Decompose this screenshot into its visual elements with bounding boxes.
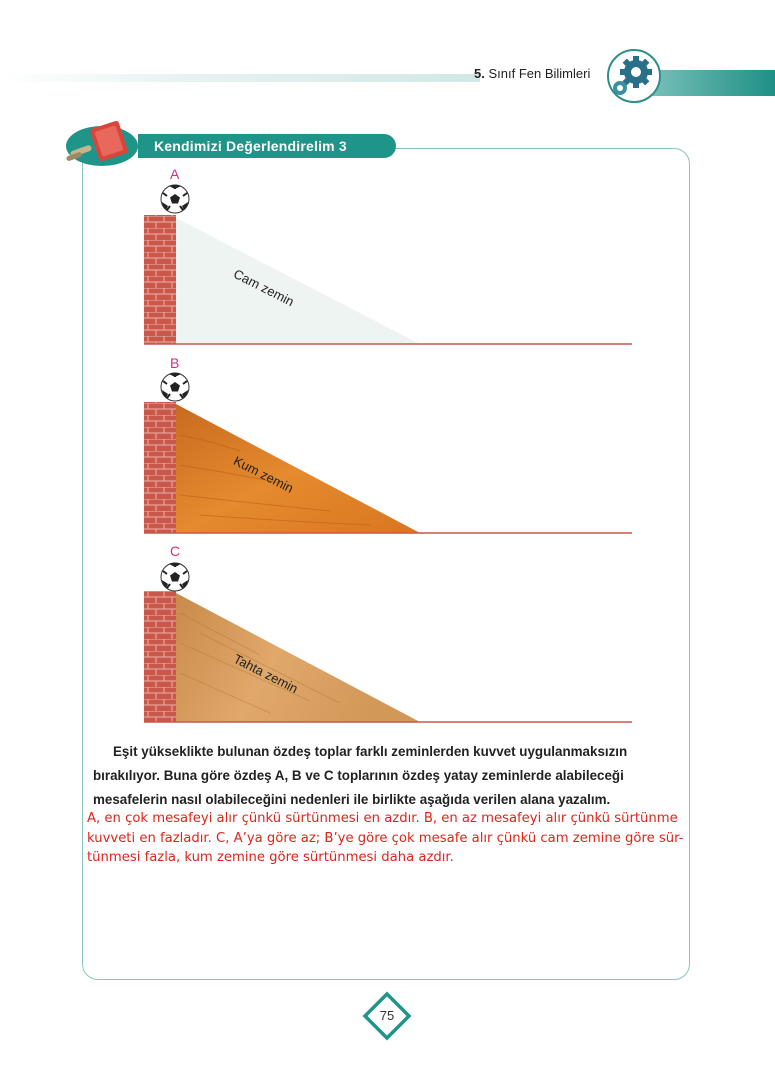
- scene-a: [140, 168, 635, 348]
- book-icon: [60, 118, 140, 168]
- section-title: Kendimizi Değerlendirelim 3: [138, 134, 396, 158]
- page-number: 75: [379, 1008, 395, 1023]
- ball-label-c: C: [170, 543, 181, 559]
- gears-icon: [606, 48, 662, 104]
- page-header-title: [474, 66, 590, 81]
- brick-wall: [144, 402, 176, 533]
- header-bar: [0, 74, 480, 82]
- ball-label-b: B: [170, 355, 180, 371]
- subject-name: Sınıf Fen Bilimleri: [488, 66, 591, 81]
- soccer-ball-icon: [161, 563, 189, 591]
- ground-label-b: Kum zemin: [231, 453, 296, 496]
- sand-ramp: [176, 404, 420, 533]
- question-text: [93, 740, 673, 812]
- soccer-ball-icon: [161, 185, 189, 213]
- brick-wall: [144, 215, 176, 344]
- ball-label-a: A: [170, 166, 180, 182]
- answer-line: tünmesi fazla, kum zemine göre sürtünmesi daha azdır.: [87, 850, 454, 865]
- question-line: Eşit yükseklikte bulunan özdeş toplar farklı zeminlerden kuvvet uygulanmaksızın: [113, 744, 628, 759]
- brick-wall: [144, 591, 176, 722]
- answer-text[interactable]: [87, 809, 687, 868]
- question-line: bırakılıyor. Buna göre özdeş A, B ve C toplarının özdeş yatay zeminlerde alabileceği: [93, 768, 624, 783]
- scene-c: [140, 543, 635, 725]
- ground-label-c: Tahta zemin: [231, 651, 301, 697]
- question-line: mesafelerin nasıl olabileceğini nedenleri ile birlikte aşağıda verilen alana yazalım.: [93, 792, 611, 807]
- ground-label-a: Cam zemin: [231, 266, 297, 310]
- scene-b: [140, 355, 635, 535]
- answer-line: kuvveti en fazladır. C, A’ya göre az; B’ye göre çok mesafe alır çünkü cam zemine göre sür-: [87, 830, 684, 846]
- grade-number: 5.: [474, 66, 485, 81]
- soccer-ball-icon: [161, 373, 189, 401]
- page-number-badge: [362, 991, 412, 1041]
- answer-line: A, en çok mesafeyi alır çünkü sürtünmesi en azdır. B, en az mesafeyi alır çünkü sürtünme: [87, 811, 678, 826]
- glass-ramp: [176, 218, 420, 344]
